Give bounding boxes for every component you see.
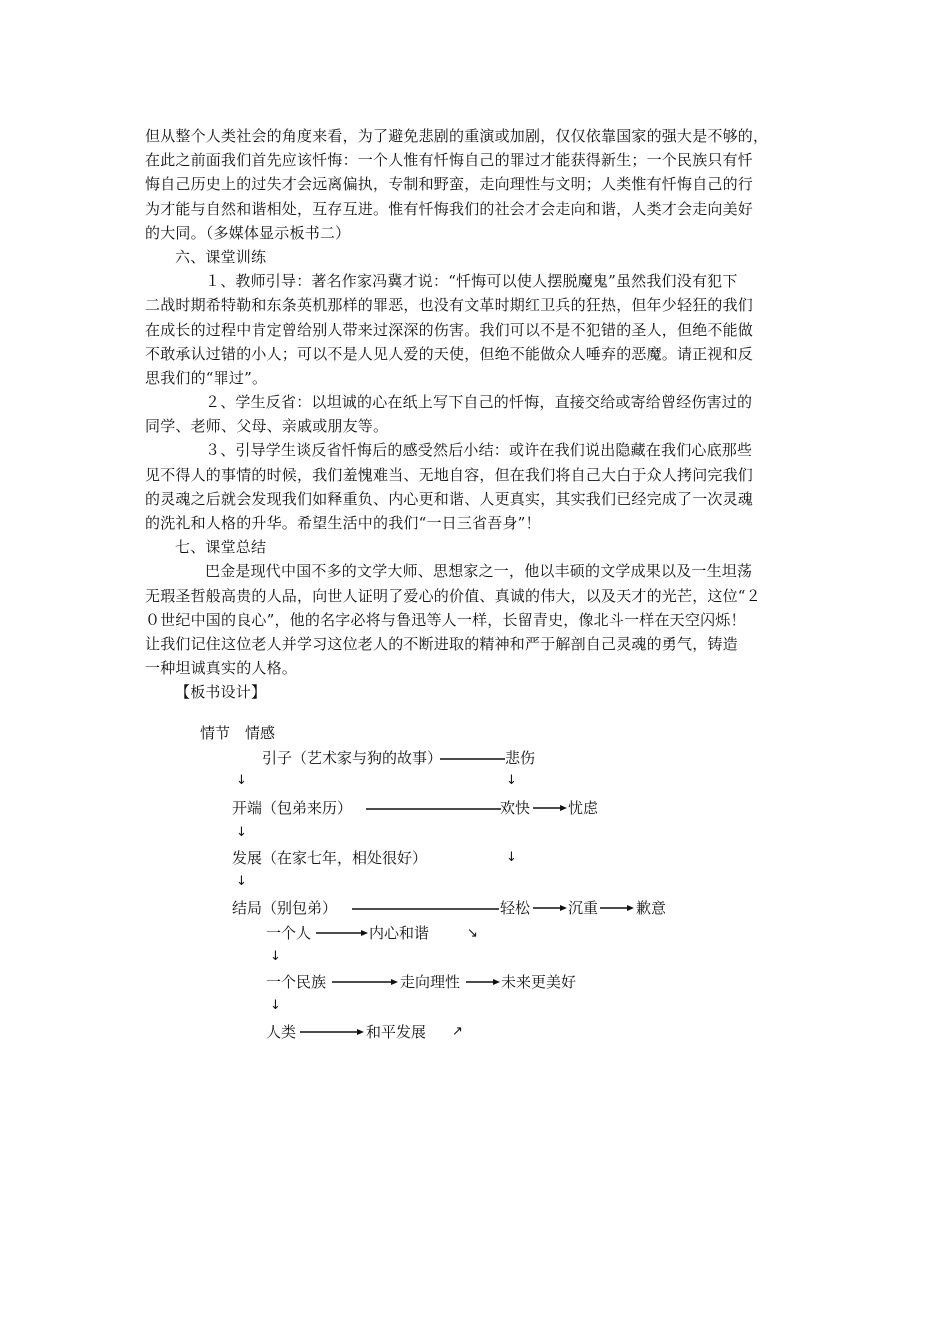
down-arrow-icon: ↓	[236, 874, 247, 889]
paragraph-line: 悔自己历史上的过失才会远离偏执，专制和野蛮，走向理性与文明；人类惟有忏悔自己的行	[145, 175, 754, 194]
paragraph-line: ２、学生反省：以坦诚的心在纸上写下自己的忏悔，直接交给或寄给曾经伤害过的	[205, 393, 753, 412]
paragraph-line: 为才能与自然和谐相处，互存互进。惟有忏悔我们的社会才会走向和谐，人类才会走向美好	[145, 199, 754, 218]
board-nation: 一个民族	[266, 973, 327, 991]
paragraph-line: 在此之前面我们首先应该忏悔：一个人惟有忏悔自己的罪过才能获得新生；一个民族只有忏	[145, 151, 754, 170]
right-arrow-icon	[600, 903, 634, 913]
paragraph-line: 的洗礼和人格的升华。希望生活中的我们“一日三省吾身”！	[145, 514, 541, 532]
diagonal-up-arrow-icon: ↗	[452, 1024, 463, 1039]
paragraph-line: ３、引导学生谈反省忏悔后的感受然后小结：或许在我们说出隐藏在我们心底那些	[205, 441, 753, 460]
paragraph-line: 在成长的过程中肯定曾给别人带来过深深的伤害。我们可以不是不犯错的圣人，但绝不能做	[145, 320, 754, 339]
paragraph-line: 见不得人的事情的时候，我们羞愧难当、无地自容，但在我们将自己大白于众人拷问完我们	[145, 465, 754, 484]
paragraph-line: 的灵魂之后就会发现我们如释重负、内心更和谐、人更真实，其实我们已经完成了一次灵魂	[145, 489, 754, 508]
paragraph-line: 无瑕圣哲般高贵的人品，向世人证明了爱心的价值、真诚的伟大，以及天才的光芒，这位“２	[145, 586, 761, 605]
right-arrow-icon	[533, 803, 567, 813]
paragraph-line: 巴金是现代中国不多的文学大师、思想家之一，他以丰硕的文学成果以及一生坦荡	[205, 562, 753, 581]
paragraph-line: 让我们记住这位老人并学习这位老人的不断进取的精神和严于解剖自己灵魂的勇气，铸造	[145, 634, 738, 653]
paragraph-line: １、教师引导：著名作家冯冀才说：“忏悔可以使人摆脱魔鬼”虽然我们没有犯下	[205, 272, 738, 291]
board-header: 情节 情感	[200, 724, 276, 742]
paragraph-line: 的大同。（多媒体显示板书二）	[145, 223, 351, 242]
right-arrow-icon	[316, 928, 368, 938]
connector-line	[366, 807, 501, 811]
connector-line	[352, 907, 499, 911]
paragraph-line: 思我们的“罪过”。	[145, 368, 268, 387]
board-start-emotion-2: 忧虑	[568, 799, 599, 817]
diagonal-down-arrow-icon: ↘	[467, 926, 478, 941]
down-arrow-icon: ↓	[270, 949, 281, 964]
board-design-title: 【板书设计】	[175, 683, 267, 702]
board-ending-emotion-1: 轻松	[500, 899, 531, 917]
board-person: 一个人	[266, 924, 312, 942]
down-arrow-icon: ↓	[270, 998, 281, 1013]
section-heading-6: 六、课堂训练	[175, 247, 267, 266]
board-humanity: 人类	[266, 1023, 297, 1041]
paragraph-line: 但从整个人类社会的角度来看，为了避免悲剧的重演或加剧，仅仅依靠国家的强大是不够的，	[145, 127, 769, 145]
connector-line	[440, 757, 505, 761]
paragraph-line: 一种坦诚真实的人格。	[145, 659, 298, 678]
right-arrow-icon	[466, 977, 500, 987]
right-arrow-icon	[533, 903, 567, 913]
board-intro: 引子（艺术家与狗的故事）	[262, 749, 443, 767]
right-arrow-icon	[332, 977, 398, 987]
down-arrow-icon: ↓	[506, 850, 517, 865]
board-intro-emotion: 悲伤	[505, 749, 536, 767]
board-person-result: 内心和谐	[369, 924, 430, 942]
board-develop: 发展（在家七年，相处很好）	[232, 849, 428, 867]
board-ending-emotion-2: 沉重	[568, 899, 599, 917]
board-nation-result-2: 未来更美好	[501, 973, 577, 991]
down-arrow-icon: ↓	[506, 773, 517, 788]
board-start-emotion-1: 欢快	[500, 799, 531, 817]
board-ending-emotion-3: 歉意	[636, 899, 667, 917]
paragraph-line: 同学、老师、父母、亲戚或朋友等。	[145, 417, 389, 436]
down-arrow-icon: ↓	[236, 825, 247, 840]
paragraph-line: ０世纪中国的良心”，他的名字必将与鲁迅等人一样，长留青史，像北斗一样在天空闪烁！	[145, 610, 746, 629]
section-heading-7: 七、课堂总结	[175, 538, 267, 557]
paragraph-line: 二战时期希特勒和东条英机那样的罪恶，也没有文革时期红卫兵的狂热，但年少轻狂的我们	[145, 296, 754, 315]
paragraph-line: 不敢承认过错的小人；可以不是人见人爱的天使，但绝不能做众人唾弃的恶魔。请正视和反	[145, 344, 754, 363]
board-nation-result-1: 走向理性	[400, 973, 461, 991]
right-arrow-icon	[300, 1027, 364, 1037]
board-humanity-result: 和平发展	[366, 1023, 427, 1041]
board-start: 开端（包弟来历）	[232, 799, 353, 817]
down-arrow-icon: ↓	[236, 773, 247, 788]
board-ending: 结局（别包弟）	[232, 899, 338, 917]
